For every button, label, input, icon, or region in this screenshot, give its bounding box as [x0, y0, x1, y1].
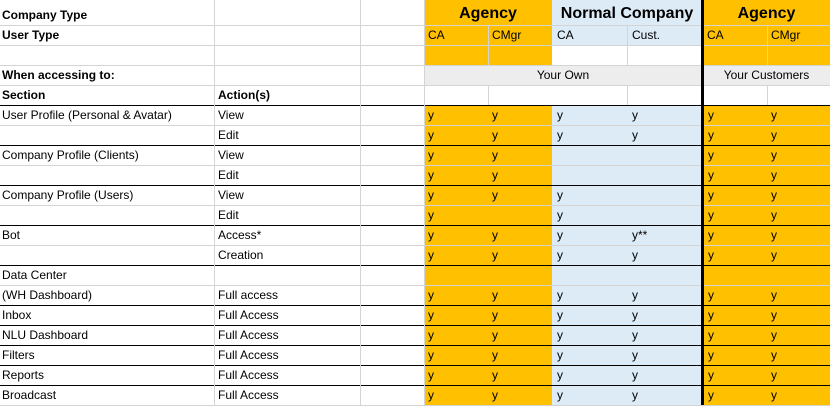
user-type-1: CMgr	[492, 28, 522, 42]
section-cell: Inbox	[2, 308, 32, 322]
permission-value: y	[708, 128, 714, 142]
permission-value: y	[708, 308, 714, 322]
action-cell: View	[218, 108, 244, 122]
grid-vline	[488, 85, 489, 105]
permission-value: y	[632, 328, 638, 342]
user-type-3: Cust.	[632, 28, 661, 42]
action-cell: Edit	[218, 168, 239, 182]
section-cell: Reports	[2, 368, 45, 382]
permission-value: y	[492, 108, 498, 122]
permission-value: y	[428, 188, 434, 202]
section-cell: Data Center	[2, 268, 67, 282]
grid-vline	[767, 85, 768, 105]
permission-value: y	[557, 208, 563, 222]
action-cell: Creation	[218, 248, 264, 262]
section-cell: User Profile (Personal & Avatar)	[2, 108, 172, 122]
grid-vline	[767, 25, 768, 65]
permission-value: y	[428, 348, 434, 362]
permission-value: y	[492, 348, 498, 362]
permission-value: y	[708, 368, 714, 382]
grid-vline	[488, 25, 489, 65]
permission-value: y	[771, 368, 777, 382]
permission-value: y	[492, 248, 498, 262]
permission-value: y	[632, 128, 638, 142]
permission-value: y	[708, 388, 714, 402]
permission-value: y	[708, 248, 714, 262]
permission-value: y	[428, 388, 434, 402]
action-cell: Full access	[218, 288, 279, 302]
permission-value: y	[632, 288, 638, 302]
permission-value: y	[428, 148, 434, 162]
permission-value: y	[428, 168, 434, 182]
permission-value: y	[708, 148, 714, 162]
permission-value: y	[557, 288, 563, 302]
accessing-label: When accessing to:	[2, 68, 115, 82]
permission-value: y	[708, 288, 714, 302]
action-cell: Access*	[218, 228, 262, 242]
permission-value: y	[428, 308, 434, 322]
permission-value: y	[557, 388, 563, 402]
permission-value: y	[708, 108, 714, 122]
permission-value: y**	[632, 228, 648, 242]
user-type-label: User Type	[2, 28, 60, 42]
permission-value: y	[771, 148, 777, 162]
permission-value: y	[771, 388, 777, 402]
grid-hline	[0, 45, 830, 46]
group-divider	[701, 0, 704, 405]
action-cell: Full Access	[218, 328, 279, 342]
section-cell: Bot	[2, 228, 21, 242]
permission-value: y	[492, 148, 498, 162]
section-cell: NLU Dashboard	[2, 328, 89, 342]
permission-value: y	[708, 208, 714, 222]
permission-value: y	[492, 368, 498, 382]
permission-value: y	[771, 348, 777, 362]
action-cell: View	[218, 148, 244, 162]
permission-value: y	[492, 388, 498, 402]
permission-value: y	[708, 168, 714, 182]
grid-vline	[627, 85, 628, 105]
permission-value: y	[771, 328, 777, 342]
permission-value: y	[708, 348, 714, 362]
permission-value: y	[557, 368, 563, 382]
permission-value: y	[632, 388, 638, 402]
section-cell: Broadcast	[2, 388, 57, 402]
permission-value: y	[428, 128, 434, 142]
permission-value: y	[771, 188, 777, 202]
permission-value: y	[492, 308, 498, 322]
permission-value: y	[428, 328, 434, 342]
permission-value: y	[771, 168, 777, 182]
scope-your-own: Your Own	[536, 68, 590, 82]
company-type-label: Company Type	[2, 8, 88, 22]
section-cell: Company Profile (Users)	[2, 188, 134, 202]
permission-value: y	[428, 368, 434, 382]
grid-vline	[627, 25, 628, 65]
section-cell: Filters	[2, 348, 35, 362]
permission-value: y	[771, 288, 777, 302]
permission-value: y	[771, 108, 777, 122]
user-type-5: CMgr	[771, 28, 801, 42]
actions-header: Action(s)	[218, 88, 270, 102]
action-cell: Edit	[218, 128, 239, 142]
permission-value: y	[771, 208, 777, 222]
section-header: Section	[2, 88, 46, 102]
permission-value: y	[632, 308, 638, 322]
grid-vline	[214, 0, 215, 405]
permission-value: y	[771, 308, 777, 322]
group-normal-company: Normal Company	[560, 5, 694, 22]
permission-value: y	[771, 248, 777, 262]
user-type-0: CA	[428, 28, 445, 42]
permission-value: y	[632, 368, 638, 382]
scope-your-customers: Your Customers	[723, 68, 810, 82]
action-cell: Full Access	[218, 348, 279, 362]
user-type-2: CA	[557, 28, 574, 42]
user-type-4: CA	[707, 28, 724, 42]
permission-value: y	[557, 308, 563, 322]
permission-value: y	[771, 228, 777, 242]
group-agency-left: Agency	[459, 5, 517, 22]
permission-value: y	[632, 248, 638, 262]
group-agency-right: Agency	[737, 5, 796, 22]
permission-value: y	[557, 248, 563, 262]
grid-vline	[360, 0, 361, 405]
permission-value: y	[557, 228, 563, 242]
permission-value: y	[428, 108, 434, 122]
permission-value: y	[492, 328, 498, 342]
action-cell: Full Access	[218, 308, 279, 322]
grid-vline	[424, 0, 425, 405]
permission-value: y	[632, 348, 638, 362]
permission-value: y	[557, 188, 563, 202]
permission-value: y	[708, 188, 714, 202]
section-cell: Company Profile (Clients)	[2, 148, 139, 162]
action-cell: View	[218, 188, 244, 202]
permission-value: y	[708, 228, 714, 242]
permission-value: y	[557, 328, 563, 342]
permission-value: y	[428, 248, 434, 262]
action-cell: Full Access	[218, 368, 279, 382]
section-cell: (WH Dashboard)	[2, 288, 93, 302]
permission-value: y	[428, 208, 434, 222]
permission-value: y	[771, 128, 777, 142]
permission-value: y	[428, 288, 434, 302]
permission-value: y	[492, 228, 498, 242]
permission-value: y	[708, 328, 714, 342]
permission-value: y	[492, 168, 498, 182]
action-cell: Full Access	[218, 388, 279, 402]
action-cell: Edit	[218, 208, 239, 222]
permission-value: y	[428, 228, 434, 242]
permission-value: y	[632, 108, 638, 122]
permission-value: y	[492, 288, 498, 302]
permission-value: y	[492, 188, 498, 202]
permission-value: y	[557, 128, 563, 142]
permission-value: y	[492, 128, 498, 142]
permission-value: y	[557, 108, 563, 122]
permission-value: y	[557, 348, 563, 362]
